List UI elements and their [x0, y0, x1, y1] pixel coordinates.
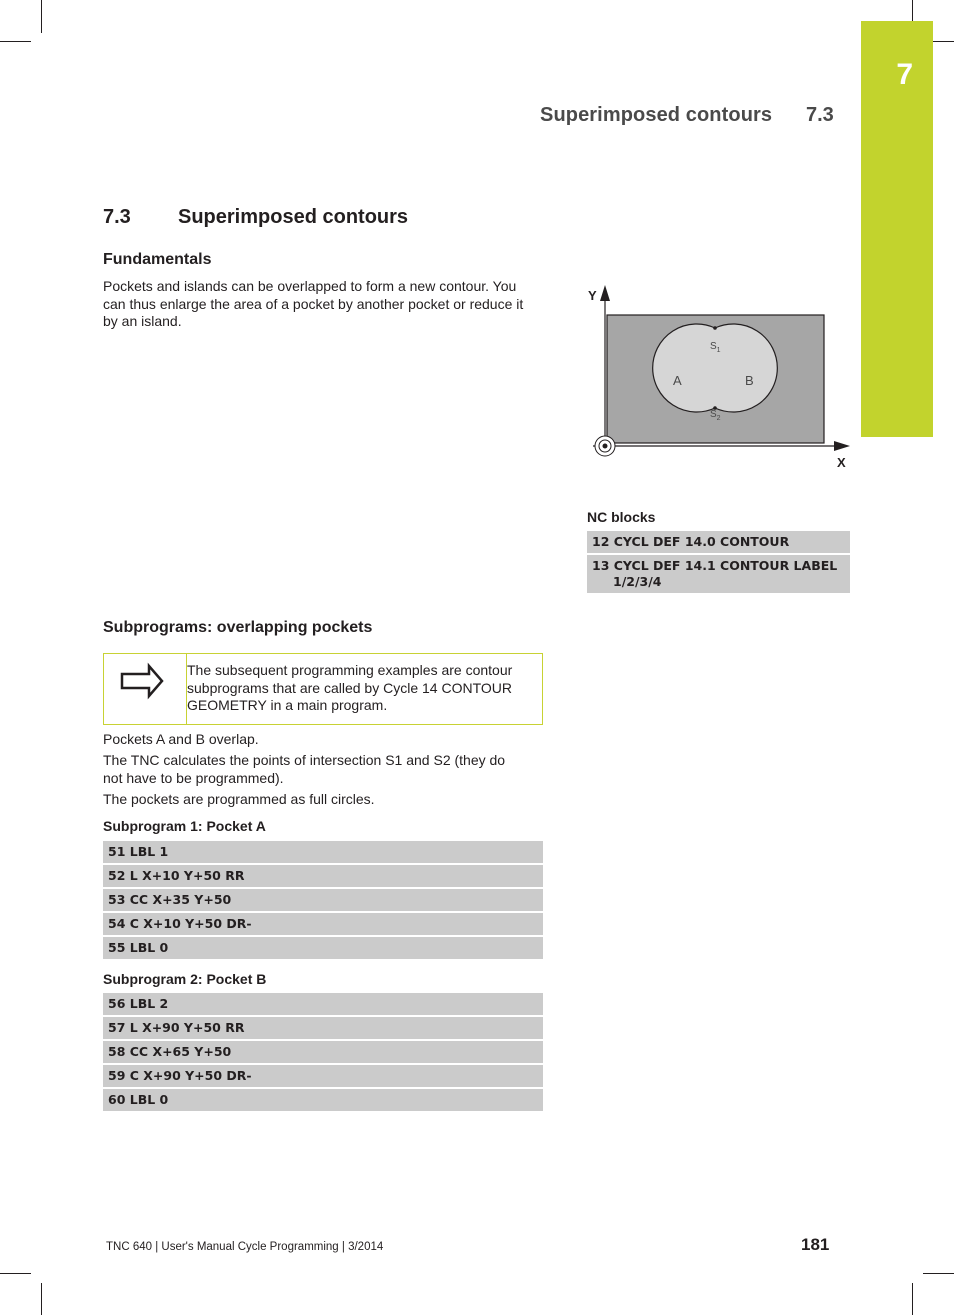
crop-mark — [912, 1283, 913, 1315]
table-row: 56 LBL 2 — [103, 993, 543, 1017]
y-axis-label: Y — [588, 288, 597, 303]
subprogram-2-table — [103, 993, 543, 1113]
x-axis-label: X — [837, 455, 846, 470]
paragraph: The pockets are programmed as full circles. — [103, 791, 375, 807]
subprograms-heading: Subprograms: overlapping pockets — [103, 619, 373, 636]
text-line: by an island. — [103, 313, 182, 329]
crop-mark — [41, 1283, 42, 1315]
fundamentals-paragraph — [103, 278, 543, 331]
s1-main: S — [710, 341, 717, 352]
table-row: 59 C X+90 Y+50 DR- — [103, 1065, 543, 1089]
table-row — [587, 555, 850, 595]
chapter-tab-number: 7 — [896, 58, 913, 91]
s1-sub: 1 — [716, 347, 721, 354]
subprogram-1-table — [103, 841, 543, 961]
paragraph: Pockets A and B overlap. — [103, 731, 259, 747]
pocket-b-label: B — [745, 373, 754, 388]
table-row: 58 CC X+65 Y+50 — [103, 1041, 543, 1065]
arrow-right-icon — [104, 654, 186, 724]
section-title: Superimposed contours — [178, 206, 409, 228]
crop-mark — [923, 1273, 954, 1274]
crop-mark — [0, 1273, 31, 1274]
crop-mark — [0, 41, 31, 42]
table-row: 52 L X+10 Y+50 RR — [103, 865, 543, 889]
table-row: 60 LBL 0 — [103, 1089, 543, 1113]
y-axis-arrow — [600, 285, 610, 301]
s2-main: S — [710, 409, 717, 420]
text-line: Pockets and islands can be overlapped to form a new contour. You — [103, 278, 517, 294]
nc-blocks-heading: NC blocks — [587, 509, 656, 525]
table-row: 57 L X+90 Y+50 RR — [103, 1017, 543, 1041]
paragraph — [103, 752, 543, 787]
subprogram-1-heading: Subprogram 1: Pocket A — [103, 818, 266, 834]
pocket-a-label: A — [673, 373, 682, 388]
table-row: 54 C X+10 Y+50 DR- — [103, 913, 543, 937]
x-axis-arrow — [834, 441, 850, 451]
text-line: The TNC calculates the points of intersection S1 and S2 (they do — [103, 752, 506, 768]
fundamentals-heading: Fundamentals — [103, 251, 212, 268]
table-row: 51 LBL 1 — [103, 841, 543, 865]
intersection-s1-point — [713, 326, 717, 330]
note-text — [187, 662, 537, 715]
crop-mark — [41, 0, 42, 33]
text-line: not have to be programmed). — [103, 769, 284, 786]
subprogram-2-heading: Subprogram 2: Pocket B — [103, 971, 267, 987]
running-header-title: Superimposed contours — [540, 104, 773, 126]
note-icon-cell — [104, 654, 187, 724]
note-box — [103, 653, 543, 725]
pocket-union-contour — [653, 324, 778, 412]
s2-sub: 2 — [716, 415, 721, 422]
text-line: can thus enlarge the area of a pocket by another pocket or reduce it — [103, 295, 524, 312]
running-header-section: 7.3 — [806, 104, 834, 126]
table-row: 12 CYCL DEF 14.0 CONTOUR — [587, 531, 850, 555]
text-line: subprograms that are called by Cycle 14 CONTOUR — [187, 679, 512, 696]
footer-text: TNC 640 | User's Manual Cycle Programming | 3/2014 — [106, 1241, 384, 1253]
section-heading — [103, 206, 408, 229]
overlapping-pockets-figure — [585, 282, 855, 472]
nc-row-continuation: 1/2/3/4 — [613, 574, 662, 589]
section-number: 7.3 — [103, 206, 131, 228]
page-number: 181 — [801, 1235, 830, 1254]
table-row: 53 CC X+35 Y+50 — [103, 889, 543, 913]
text-line: The subsequent programming examples are contour — [187, 662, 513, 678]
table-row: 55 LBL 0 — [103, 937, 543, 961]
origin-datum-center — [603, 444, 608, 449]
nc-blocks-table — [587, 531, 850, 595]
nc-row-line: 13 CYCL DEF 14.1 CONTOUR LABEL — [592, 558, 838, 573]
text-line: GEOMETRY in a main program. — [187, 697, 388, 713]
